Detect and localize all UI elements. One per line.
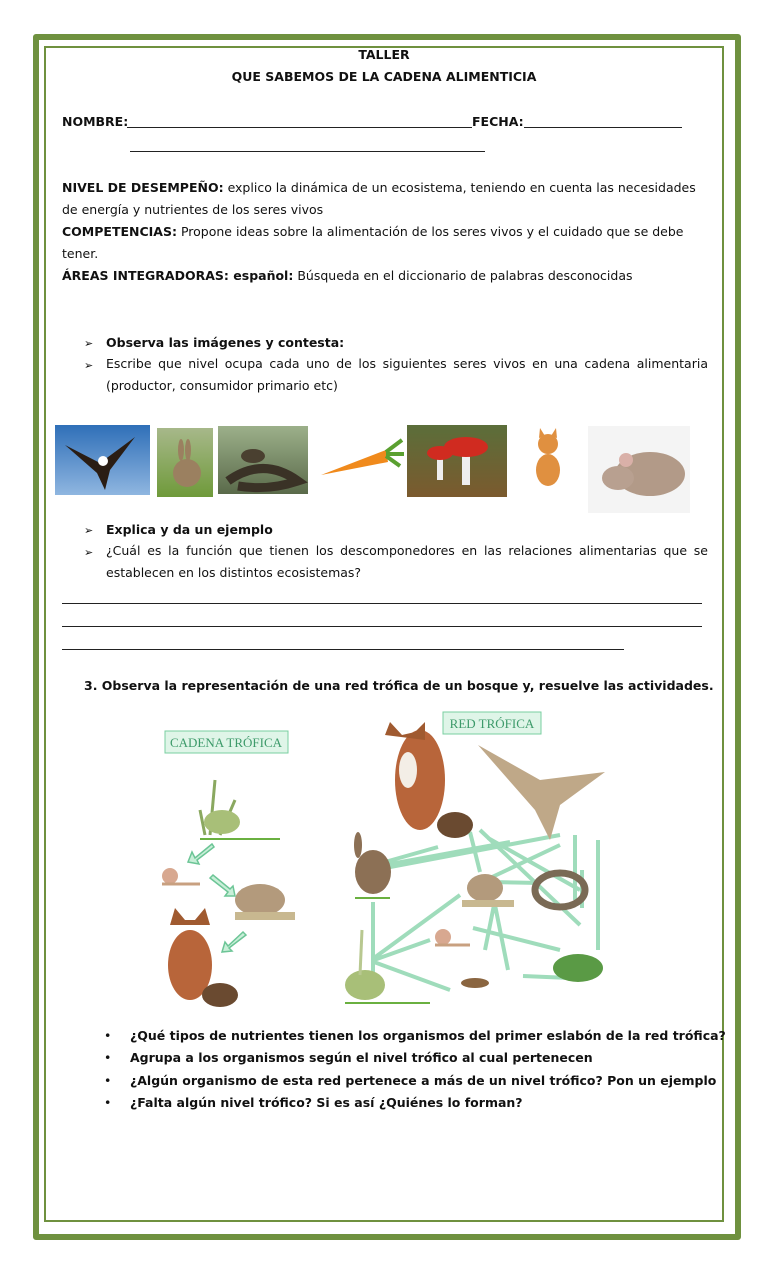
date-field-line[interactable] — [524, 127, 682, 128]
performance-level — [62, 180, 696, 195]
question-nutrients: ¿Qué tipos de nutrientes tienen los organismos del primer eslabón de la red trófica? — [130, 1028, 726, 1043]
name-field-line-2[interactable] — [130, 151, 485, 152]
fox-icon — [168, 908, 238, 1007]
answer-line[interactable] — [62, 626, 702, 627]
web-label: RED TRÓFICA — [449, 716, 535, 731]
arrow-bullet-icon: ➢ — [84, 359, 94, 372]
bullet-dot-icon: • — [104, 1073, 112, 1088]
bullet-dot-icon: • — [104, 1028, 112, 1043]
areas-subject: español: — [228, 268, 294, 283]
competencies-text-2: tener. — [62, 246, 99, 261]
eagle-image — [55, 425, 150, 495]
snail-icon — [435, 929, 470, 945]
name-label: NOMBRE: — [62, 114, 129, 129]
chain-label: CADENA TRÓFICA — [169, 735, 283, 750]
instruction-explain: Explica y da un ejemplo — [106, 522, 273, 537]
carrot-image — [316, 430, 404, 490]
rat-image — [588, 426, 690, 513]
page-border-inner — [44, 46, 724, 1222]
worksheet-title: TALLER — [358, 47, 410, 62]
competencies-label: COMPETENCIAS: — [62, 224, 177, 239]
question-missing-level: ¿Falta algún nivel trófico? Si es así ¿Quiénes lo forman? — [130, 1095, 523, 1110]
hawk-icon — [478, 745, 605, 840]
mouse-icon — [235, 884, 295, 920]
bullet-dot-icon: • — [104, 1095, 112, 1110]
arrow-bullet-icon: ➢ — [84, 524, 94, 537]
fox-icon — [385, 722, 473, 838]
snail-icon — [162, 868, 200, 884]
instruction-write-level: Escribe que nivel ocupa cada uno de los siguientes seres vivos en una cadena alimentaria (productor, consumidor primario etc) — [106, 356, 708, 393]
instruction-observe: Observa las imágenes y contesta: — [106, 335, 345, 350]
frog-icon — [553, 954, 603, 982]
answer-line[interactable] — [62, 603, 702, 604]
worksheet-subtitle: QUE SABEMOS DE LA CADENA ALIMENTICIA — [231, 69, 537, 84]
section-3-heading: 3. Observa la representación de una red trófica de un bosque y, resuelve las actividades. — [84, 678, 714, 693]
performance-label: NIVEL DE DESEMPEÑO: — [62, 180, 224, 195]
bullet-dot-icon: • — [104, 1050, 112, 1065]
rabbit-icon — [354, 832, 391, 898]
plant-icon — [200, 780, 280, 839]
competencies — [62, 224, 683, 239]
snake-image — [218, 426, 308, 494]
question-multiple-levels: ¿Algún organismo de esta red pertenece a más de un nivel trófico? Pon un ejemplo — [130, 1073, 717, 1088]
date-label: FECHA: — [472, 114, 524, 129]
performance-text-2: de energía y nutrientes de los seres vivos — [62, 202, 324, 217]
question-decomposers: ¿Cuál es la función que tienen los descomponedores en las relaciones alimentarias que se establecen en los distintos ecosistemas? — [106, 543, 708, 580]
mushrooms-image — [407, 425, 507, 497]
kitten-image — [530, 428, 566, 490]
arrow-bullet-icon: ➢ — [84, 546, 94, 559]
name-field-line[interactable] — [127, 127, 472, 128]
areas-text: Búsqueda en el diccionario de palabras desconocidas — [293, 268, 633, 283]
answer-line[interactable] — [62, 649, 624, 650]
mouse-icon — [462, 874, 514, 907]
integrating-areas — [62, 268, 633, 283]
question-group: Agrupa a los organismos según el nivel trófico al cual pertenecen — [130, 1050, 593, 1065]
areas-label: ÁREAS INTEGRADORAS: — [62, 268, 229, 283]
food-web-diagram — [140, 700, 620, 1020]
performance-text: explico la dinámica de un ecosistema, teniendo en cuenta las necesidades — [223, 180, 696, 195]
grasshopper-icon — [461, 978, 489, 988]
arrow-bullet-icon: ➢ — [84, 337, 94, 350]
rabbit-image — [157, 428, 213, 497]
competencies-text: Propone ideas sobre la alimentación de los seres vivos y el cuidado que se debe — [176, 224, 684, 239]
